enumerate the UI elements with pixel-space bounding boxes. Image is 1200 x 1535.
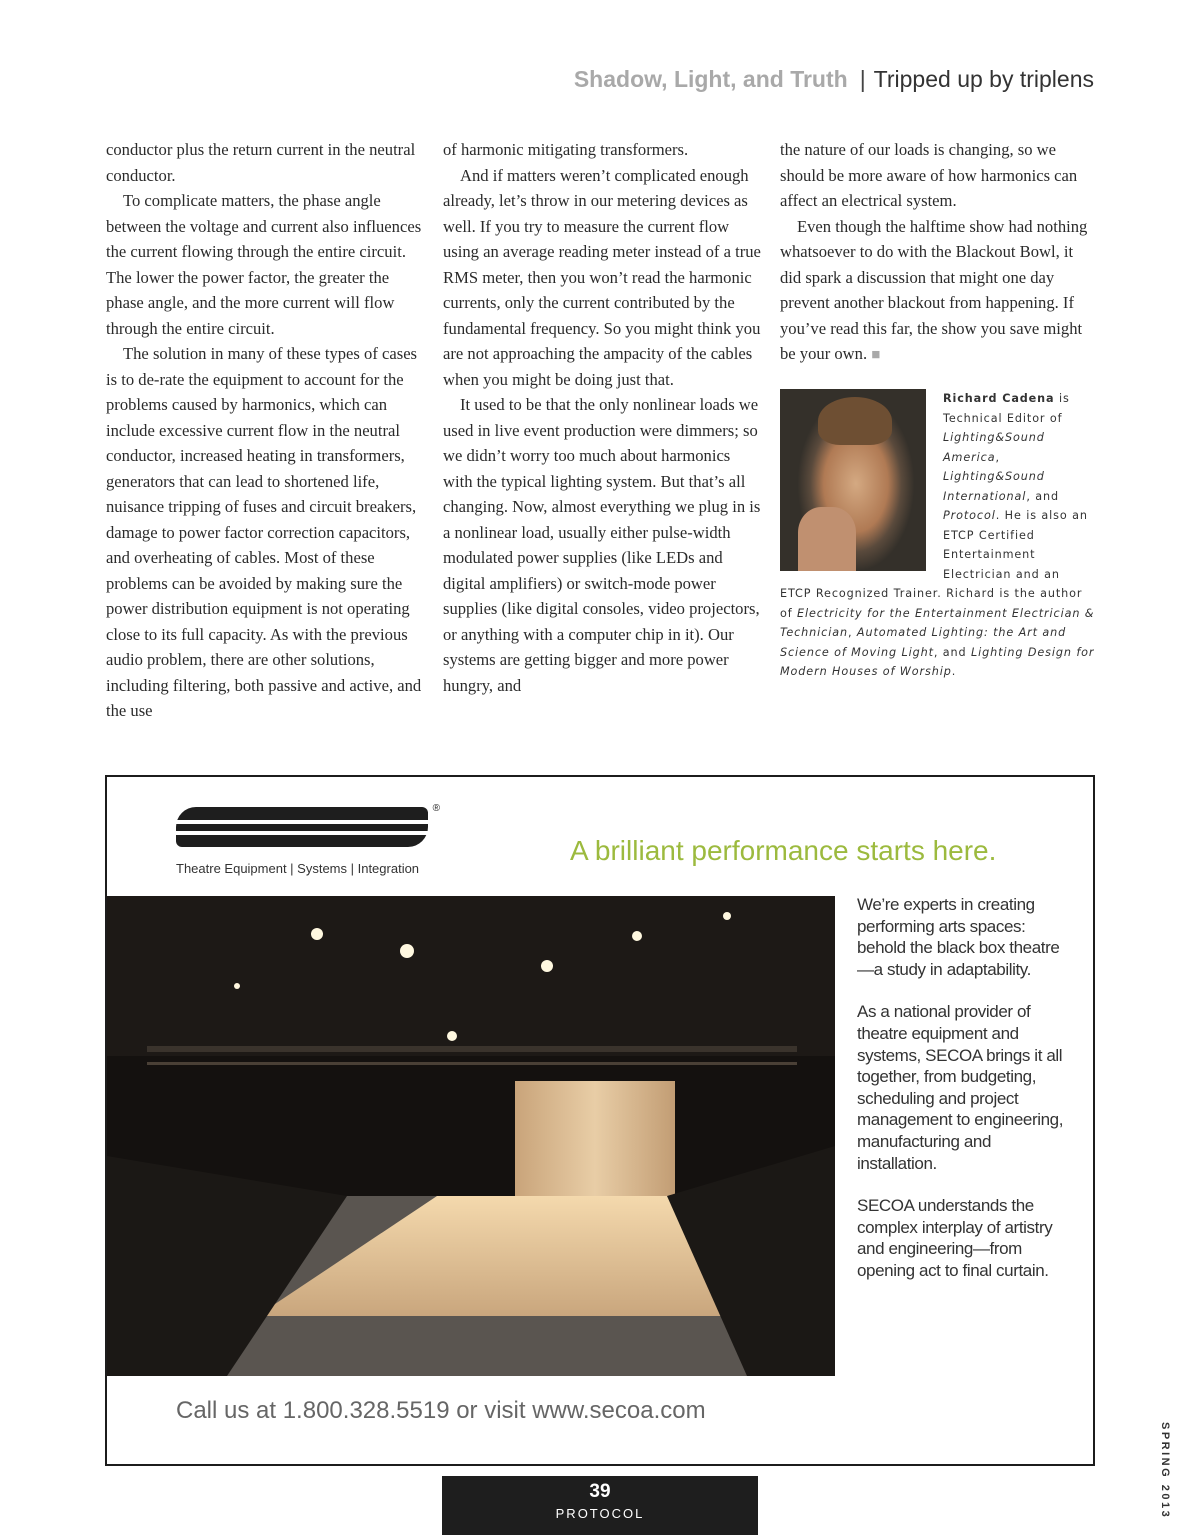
paragraph: The solution in many of these types of cases is to de-rate the equipment to account for the problems caused by harmonics, which can include excessive current flow in the neutral conductor, increased heating in transformers, generators that can lead to shortened life, nuisance tripping of fuses and circuit breakers, damage to power factor correction capacitors, and overheating of cables. Most of these problems can be avoided by making sure the power distribution equipment is not operating close to its full capacity. As with the previous audio problem, there are other solutions, including filtering, both passive and active, and the use (106, 344, 422, 720)
paragraph: It used to be that the only nonlinear loads we used in live event production were dimmers; so we didn’t worry too much about harmonics with the typical lighting system. But that’s all changing. Now, almost everything we plug in is a nonlinear load, usually either pulse-width modulated power supplies (like LEDs and digital amplifiers) or switch-mode power supplies (like digital consoles, video projectors, or anything with a computer chip in it). Our systems are getting bigger and more power hungry, and (443, 395, 761, 695)
section-title: Shadow, Light, and Truth (573, 66, 848, 92)
bio-text: is Technical Editor of (943, 392, 1070, 425)
paragraph: To complicate matters, the phase angle between the voltage and current also influences the current flowing through the entire circuit. The lower the power factor, the greater the phase angle, and the more current will flow through the entire circuit. (106, 191, 422, 338)
issue-season: SPRING 2013 (1159, 1422, 1171, 1520)
author-photo (780, 389, 926, 571)
black-box-theatre-photo (107, 896, 835, 1376)
ad-paragraph: SECOA understands the complex interplay of artistry and engineering—from opening act to final curtain. (857, 1196, 1053, 1280)
paragraph: of harmonic mitigating transformers. (443, 140, 689, 159)
secoa-logo (176, 803, 440, 876)
publication-title: Lighting&Sound America (943, 431, 1045, 464)
book-title: Automated Lighting: the Art and Science of Moving Light (780, 626, 1067, 659)
author-bio (780, 389, 1095, 682)
secoa-advertisement (105, 775, 1095, 1466)
article-column-1 (106, 137, 426, 724)
page-number: 39 (589, 1481, 611, 1502)
bio-text: , (995, 450, 1000, 464)
ad-paragraph: We’re experts in creating performing arts spaces: behold the black box theatre—a study in adaptability. (857, 895, 1060, 979)
ad-body-copy (857, 894, 1072, 1303)
book-title: Electricity for the Entertainment Electrician & Technician (780, 606, 1095, 639)
bio-text: . He is also an ETCP Certified Entertainment Electrician and an ETCP Recognized Trainer. Richard is the author of (780, 509, 1088, 620)
ad-paragraph: As a national provider of theatre equipment and systems, SECOA brings it all together, from budgeting, scheduling and project management to engineering, manufacturing and installation. (857, 1002, 1064, 1173)
registered-mark: ® (432, 803, 440, 814)
book-title: Lighting Design for Modern Houses of Worship (780, 645, 1095, 678)
bio-text: . (951, 665, 957, 678)
bio-text: , and (933, 645, 971, 659)
logo-tagline: Theatre Equipment | Systems | Integration (176, 861, 420, 876)
ad-headline: A brilliant performance starts here. (570, 835, 997, 866)
article-column-3 (780, 137, 1098, 369)
end-mark-icon: ■ (871, 347, 881, 363)
paragraph: the nature of our loads is changing, so we should be more aware of how harmonics can affect an electrical system. (780, 140, 1078, 210)
paragraph-text: Even though the halftime show had nothing whatsoever to do with the Blackout Bowl, it did spark a discussion that might one day prevent another blackout from happening. If you’ve read this far, the show you save might be your own. (780, 216, 1088, 363)
article-column-2 (443, 137, 763, 698)
bio-text: , and (1026, 489, 1059, 503)
secoa-logo-mark (176, 803, 440, 847)
header-separator: | (859, 66, 866, 92)
bio-text: , (847, 626, 857, 639)
publication-title: Protocol (943, 509, 996, 522)
running-header (574, 66, 1094, 93)
article-title: Tripped up by triplens (873, 66, 1094, 92)
author-name: Richard Cadena (943, 392, 1055, 405)
publication-title: Lighting&Sound International (943, 470, 1045, 503)
page-footer (442, 1476, 758, 1535)
paragraph: conductor plus the return current in the neutral conductor. (106, 140, 416, 185)
paragraph: And if matters weren’t complicated enough already, let’s throw in our metering devices as well. If you try to measure the current flow using an average reading meter instead of a true RMS meter, then you won’t read the harmonic currents, only the current contributed by the fundamental frequency. So you might think you are not approaching the ampacity of the cables when you might be doing just that. (443, 165, 761, 389)
magazine-name: PROTOCOL (555, 1506, 645, 1521)
ad-contact-line: Call us at 1.800.328.5519 or visit www.secoa.com (176, 1397, 706, 1424)
paragraph (780, 214, 1098, 369)
